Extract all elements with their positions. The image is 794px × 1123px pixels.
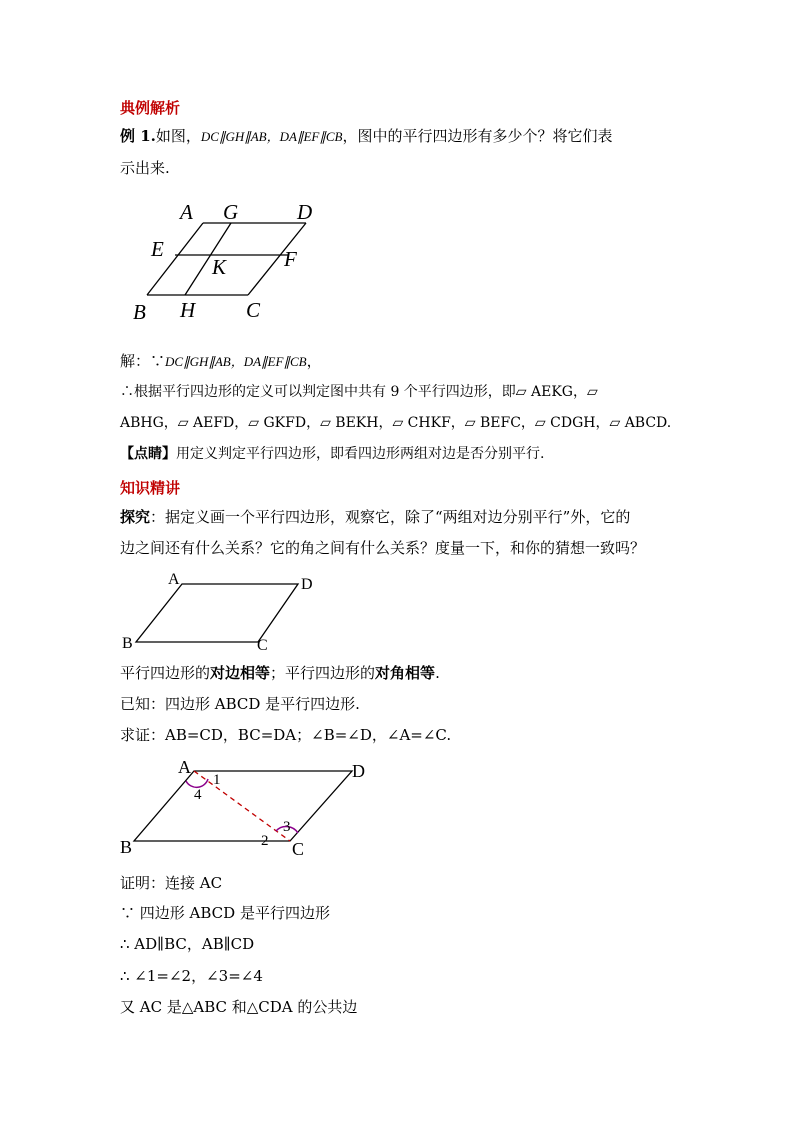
fig3-label-B: B xyxy=(120,837,133,857)
property-line xyxy=(120,663,440,683)
figure-parallelogram-grid xyxy=(120,195,340,330)
example-intro: 如图， xyxy=(155,127,201,145)
fig2-label-D: D xyxy=(301,576,313,593)
property-end: . xyxy=(435,664,440,682)
fig3-angle-3: 3 xyxy=(283,819,291,835)
explore-label: 探究 xyxy=(120,508,151,526)
example-line-1 xyxy=(120,126,612,147)
proof-line-2: ∵ 四边形 ABCD 是平行四边形 xyxy=(120,904,330,922)
fig2-label-A: A xyxy=(168,571,180,588)
fig1-label-A: A xyxy=(180,200,193,224)
fig2-label-C: C xyxy=(257,637,268,654)
fig1-label-G: G xyxy=(223,200,239,224)
fig3-angle-1: 1 xyxy=(213,772,221,788)
fig3-label-D: D xyxy=(352,761,365,781)
solution-comma: ， xyxy=(306,352,322,370)
proof-line-5: 又 AC 是△ABC 和△CDA 的公共边 xyxy=(120,998,358,1016)
solution-prefix: 解：∵ xyxy=(120,352,166,370)
explore-line-2: 边之间还有什么关系？它的角之间有什么关系？度量一下，和你的猜想一致吗？ xyxy=(120,539,646,557)
explore-text: ：据定义画一个平行四边形，观察它，除了“两组对边分别平行”外，它的 xyxy=(150,508,631,526)
figure-parallelogram-abcd xyxy=(118,568,328,658)
section-heading-example: 典例解析 xyxy=(120,99,181,117)
property-bold-2: 对角相等 xyxy=(375,664,436,682)
fig1-label-F: F xyxy=(284,247,297,271)
example-math: DC∥GH∥AB，DA∥EF∥CB xyxy=(200,129,343,144)
fig1-label-C: C xyxy=(246,298,261,322)
fig3-angle-4: 4 xyxy=(194,787,202,803)
note-bracket: 【点睛】 xyxy=(120,446,176,462)
example-label: 例 1. xyxy=(120,127,156,145)
fig3-label-A: A xyxy=(178,757,191,777)
prove-line: 求证：AB=CD，BC=DA；∠B=∠D，∠A=∠C. xyxy=(120,726,452,744)
explore-line-1 xyxy=(120,507,630,527)
fig1-label-B: B xyxy=(133,300,146,324)
fig3-label-C: C xyxy=(292,839,305,859)
property-bold-1: 对边相等 xyxy=(210,664,271,682)
proof-line-1: 证明：连接 AC xyxy=(120,874,223,892)
property-part-2: ；平行四边形的 xyxy=(270,664,376,682)
therefore-line-1: ∴根据平行四边形的定义可以判定图中共有 9 个平行四边形，即▱ AEKG，▱ xyxy=(120,384,598,400)
proof-line-4: ∴ ∠1=∠2，∠3=∠4 xyxy=(120,967,263,985)
given-line: 已知：四边形 ABCD 是平行四边形. xyxy=(120,695,360,713)
fig1-label-K: K xyxy=(212,255,227,279)
fig2-label-B: B xyxy=(122,635,133,652)
fig1-label-H: H xyxy=(180,298,196,322)
fig1-label-D: D xyxy=(297,200,313,224)
therefore-line-2: ABHG，▱ AEFD，▱ GKFD，▱ BEKH，▱ CHKF，▱ BEFC，▱ CDGH，▱ ABCD. xyxy=(120,415,672,431)
example-line-2: 示出来. xyxy=(120,159,170,177)
property-part-1: 平行四边形的 xyxy=(120,664,211,682)
solution-math: DC∥GH∥AB，DA∥EF∥CB xyxy=(165,354,307,369)
note-line xyxy=(120,444,544,464)
fig3-angle-2: 2 xyxy=(261,833,269,849)
section-heading-knowledge: 知识精讲 xyxy=(120,479,181,497)
note-text: 用定义判定平行四边形，即看四边形两组对边是否分别平行. xyxy=(176,446,545,462)
example-question: ，图中的平行四边形有多少个？将它们表 xyxy=(342,127,613,145)
solution-line xyxy=(120,351,322,372)
fig1-label-E: E xyxy=(151,237,164,261)
proof-line-3: ∴ AD∥BC，AB∥CD xyxy=(120,935,255,953)
figure-parallelogram-diagonal xyxy=(116,755,376,865)
